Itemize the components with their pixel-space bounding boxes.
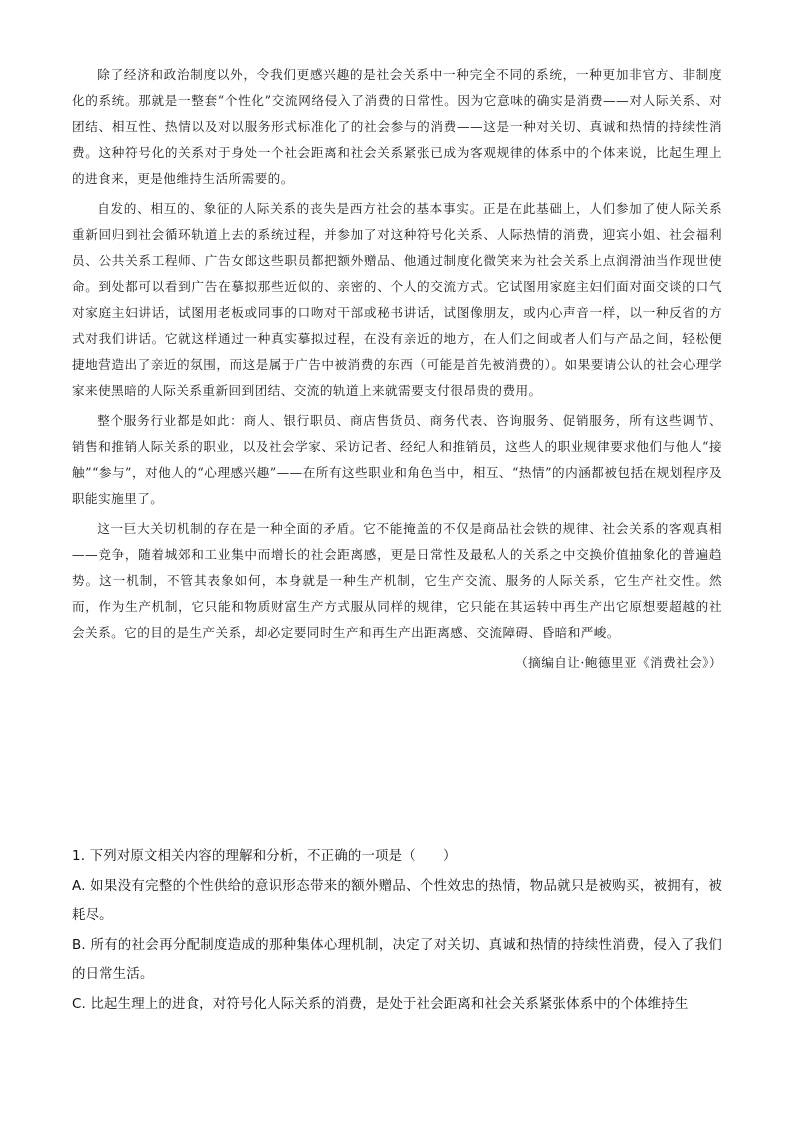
passage-paragraph-1: 除了经济和政治制度以外，令我们更感兴趣的是社会关系中一种完全不同的系统，一种更加非官方、非制度化的系统。那就是一整套“个性化”交流网络侵入了消费的日常性。因为它意味的确实是消费——对人际关系、对团结、相互性、热情以及对以服务形式标准化了的社会参与的消费——这是一种对关切、真诚和热情的持续性消费。这种符号化的关系对于身处一个社会距离和社会关系紧张已成为客观规律的体系中的个体来说，比起生理上的进食来，更是他维持生活所需要的。 — [72, 67, 722, 186]
passage-paragraph-4: 这一巨大关切机制的存在是一种全面的矛盾。它不能掩盖的不仅是商品社会铁的规律、社会关系的客观真相——竞争，随着城郊和工业集中而增长的社会距离感，更是日常性及最私人的关系之中交换价值抽象化的普遍趋势。这一机制，不管其表象如何，本身就是一种生产机制，它生产交流、服务的人际关系，它生产社交性。然而，作为生产机制，它只能和物质财富生产方式服从同样的规律，它只能在其运转中再生产出它原想要超越的社会关系。它的目的是生产关系，却必定要同时生产和再生产出距离感、交流障碍、昏暗和严峻。 — [72, 521, 722, 640]
question-1-option-a: A. 如果没有完整的个性供给的意识形态带来的额外赠品、个性效忠的热情，物品就只是被购买，被拥有，被耗尽。 — [72, 878, 722, 923]
question-block — [72, 842, 722, 1019]
passage-paragraph-2: 自发的、相互的、象征的人际关系的丧失是西方社会的基本事实。正是在此基础上，人们参加了使人际关系重新回归到社会循环轨道上去的系统过程，并参加了对这种符号化关系、人际热情的消费，迎宾小姐、社会福利员、公共关系工程师、广告女郎这些职员都把额外赠品、他通过制度化微笑来为社会关系上点润滑油当作现世使命。到处都可以看到广告在摹拟那些近似的、亲密的、个人的交流方式。它试图用家庭主妇们面对面交谈的口气对家庭主妇讲话，试图用老板或同事的口吻对干部或秘书讲话，试图像朋友，或内心声音一样，以一种反省的方式对我们讲话。它就这样通过一种真实摹拟过程，在没有亲近的地方，在人们之间或者人们与产品之间，轻松便捷地营造出了亲近的氛围，而这是属于广告中被消费的东西（可能是首先被消费的）。如果要请公认的社会心理学家来使黑暗的人际关系重新回到团结、交流的轨道上来就需要支付很昂贵的费用。 — [72, 201, 722, 398]
reading-passage — [72, 62, 722, 676]
question-1-option-c: C. 比起生理上的进食，对符号化人际关系的消费，是处于社会距离和社会关系紧张体系中的个体维持生 — [72, 996, 689, 1012]
question-1-option-b: B. 所有的社会再分配制度造成的那种集体心理机制，决定了对关切、真诚和热情的持续性消费，侵入了我们的日常生活。 — [72, 937, 722, 982]
passage-source: （摘编自让·鲍德里亚《消费社会》） — [515, 655, 722, 670]
question-1-stem: 1. 下列对原文相关内容的理解和分析，不正确的一项是（ ） — [72, 849, 457, 864]
passage-paragraph-3: 整个服务行业都是如此：商人、银行职员、商店售货员、商务代表、咨询服务、促销服务，所有这些调节、销售和推销人际关系的职业，以及社会学家、采访记者、经纪人和推销员，这些人的职业规律要求他们与他人“接触”“参与”，对他人的“心理感兴趣”——在所有这些职业和角色当中，相互、“热情”的内涵都被包括在规划程序及职能实施里了。 — [72, 413, 722, 506]
